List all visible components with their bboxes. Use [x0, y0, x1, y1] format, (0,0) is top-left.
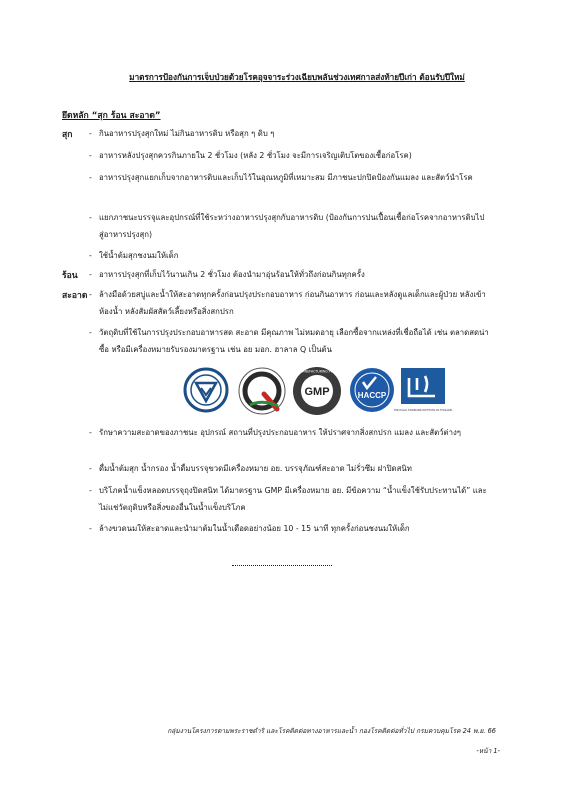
list-item: - กินอาหารปรุงสุกใหม่ ไม่กินอาหารดิบ หรือสุก ๆ ดิบ ๆ	[89, 129, 275, 138]
halal-logo	[393, 366, 453, 416]
list-item: - รักษาความสะอาดของภาชนะ อุปกรณ์ สถานที่ปรุงประกอบอาหาร ให้ปราศจากสิ่งสกปรก แมลง และสัตว์ต่างๆ	[89, 428, 461, 437]
list-item: - อาหารหลังปรุงสุกควรกินภายใน 2 ชั่วโมง (หลัง 2 ชั่วโมง จะมีการเจริญเติบโตของเชื้อก่อโรค)	[89, 151, 412, 160]
section-label-saat: สะอาด	[62, 291, 88, 301]
list-item: - ใช้น้ำต้มสุกชงนมให้เด็ก	[89, 251, 179, 260]
dotted-separator	[232, 565, 332, 566]
list-item: - บริโภคน้ำแข็งหลอดบรรจุถุงปิดสนิท ได้มาตรฐาน GMP มีเครื่องหมาย อย. มีข้อความ “น้ำแข็งใช้รับประทานได้” และไม่แช่วัตถุดิบหรือสิ่งของอื่นในน้ำแข็งบริโภค	[89, 486, 487, 512]
list-item: - อาหารปรุงสุกที่เก็บไว้นานเกิน 2 ชั่วโมง ต้องนำมาอุ่นร้อนให้ทั่วถึงก่อนกินทุกครั้ง	[89, 270, 365, 279]
footer-credit: กลุ่มงานโครงการตามพระราชดำริ และโรคติดต่อทางอาหารและน้ำ กองโรคติดต่อทั่วไป กรมควบคุมโรค 24 พ.ย. 66	[167, 727, 496, 735]
haccp-label: HACCP	[357, 391, 387, 400]
principle-heading: ยึดหลัก “สุก ร้อน สะอาด”	[62, 111, 161, 121]
list-item: - ดื่มน้ำต้มสุก น้ำกรอง น้ำดื่มบรรจุขวดมีเครื่องหมาย อย. บรรจุภัณฑ์สะอาด ไม่รั่วซึม ฝาปิดสนิท	[89, 464, 412, 473]
page-number: -หน้า 1-	[476, 747, 500, 755]
list-item: - วัตถุดิบที่ใช้ในการปรุงประกอบอาหารสด สะอาด มีคุณภาพ ไม่หมดอายุ เลือกซื้อจากแหล่งที่เชื่อถือได้ เช่น ตลาดสดน่าซื้อ หรือมีเครื่องหมายรับรองมาตรฐาน เช่น อย มอก. ฮาลาล Q เป็นต้น	[89, 328, 489, 354]
section-label-suk: สุก	[62, 130, 73, 140]
halal-caption: THE HALAL STANDARD INSTITUTE OF THAILAND	[393, 409, 453, 412]
list-item: - แยกภาชนะบรรจุและอุปกรณ์ที่ใช้ระหว่างอาหารปรุงสุกกับอาหารดิบ (ป้องกันการปนเปื้อนเชื้อก่อโรคจากอาหารดิบไปสู่อาหารปรุงสุก)	[89, 213, 485, 239]
list-item: - ล้างขวดนมให้สะอาดและนำมาต้มในน้ำเดือดอย่างน้อย 10 - 15 นาที ทุกครั้งก่อนชงนมให้เด็ก	[89, 524, 410, 533]
q-mark-logo	[237, 366, 287, 416]
gmp-ring-text: GOOD MANUFACTURING PRACTICE	[289, 369, 345, 374]
list-item: - ล้างมือด้วยสบู่และน้ำให้สะอาดทุกครั้งก่อนปรุงประกอบอาหาร ก่อนกินอาหาร ก่อนและหลังดูแลเด็กและผู้ป่วย หลังเข้าห้องน้ำ หลังสัมผัสสัตว์เลี้ยงหรือสิ่งสกปรก	[89, 290, 486, 316]
gmp-label: GMP	[304, 386, 330, 398]
list-item: - อาหารปรุงสุกแยกเก็บจากอาหารดิบและเก็บไว้ในอุณหภูมิที่เหมาะสม มีภาชนะปกปิดป้องกันแมลง และสัตว์นำโรค	[89, 173, 473, 182]
section-label-ron: ร้อน	[62, 271, 78, 281]
certification-logos	[182, 366, 453, 418]
thai-fda-logo	[182, 366, 230, 414]
gmp-logo	[289, 366, 345, 416]
haccp-logo	[349, 366, 395, 414]
document-title: มาตรการป้องกันการเจ็บป่วยด้วยโรคอุจจาระร่วงเฉียบพลันช่วงเทศกาลส่งท้ายปีเก่า ต้อนรับปีใหม่	[129, 72, 465, 82]
